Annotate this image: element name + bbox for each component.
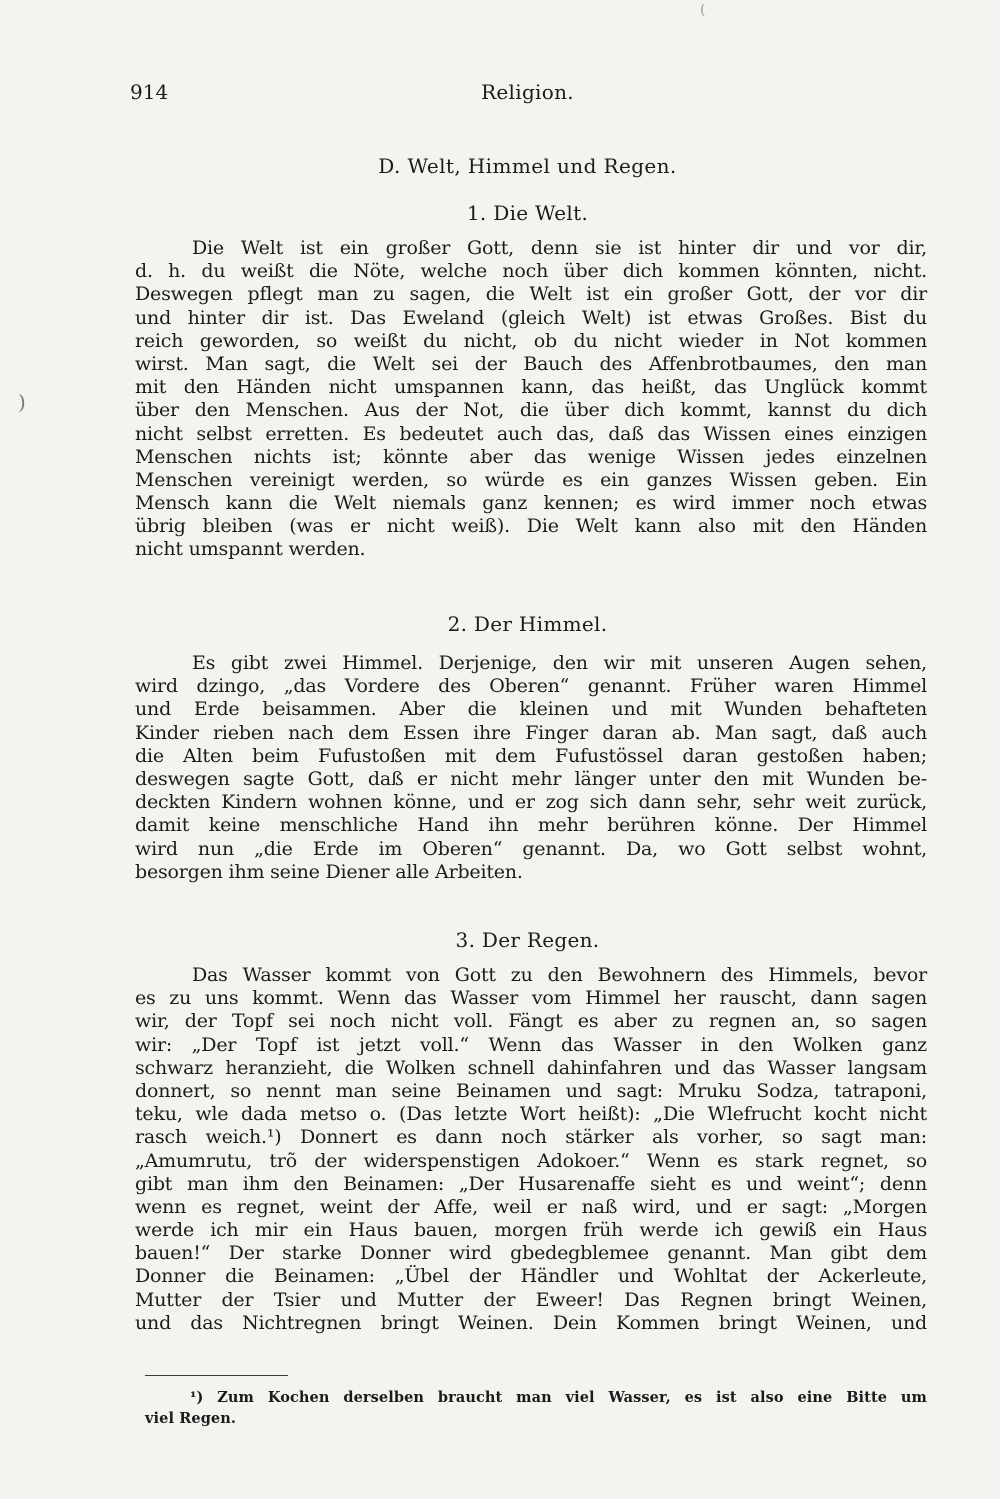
text-line: Es gibt zwei Himmel. Derjenige, den wir mit unseren Augen sehen, (192, 652, 927, 674)
footnote (145, 1387, 927, 1429)
page-number: 914 (130, 80, 169, 104)
margin-mark: ) (18, 390, 26, 414)
text-line: deckten Kindern wohnen könne, und er zog sich dann sehr, sehr weit zurück, (135, 791, 927, 814)
text-line: Deswegen pflegt man zu sagen, die Welt ist ein großer Gott, der vor dir (135, 283, 927, 306)
text-line: Das Wasser kommt von Gott zu den Bewohnern des Himmels, bevor (192, 964, 927, 986)
footnote-line: viel Regen. (145, 1410, 237, 1427)
text-line: wir, der Topf sei noch nicht voll. Fängt es aber zu regnen an, so sagen (135, 1010, 927, 1033)
text-line: Die Welt ist ein großer Gott, denn sie ist hinter dir und vor dir, (192, 237, 927, 259)
text-line: damit keine menschliche Hand ihn mehr berühren könne. Der Himmel (135, 814, 927, 837)
text-line: Donner die Beinamen: „Übel der Händler und Wohltat der Ackerleute, (135, 1265, 927, 1288)
text-line: und Erde beisammen. Aber die kleinen und mit Wunden behafteten (135, 698, 927, 721)
text-line: wird nun „die Erde im Oberen“ genannt. Da, wo Gott selbst wohnt, (135, 837, 927, 860)
text-line: mit den Händen nicht umspannen kann, das heißt, das Unglück kommt (135, 376, 927, 399)
text-line: es zu uns kommt. Wenn das Wasser vom Himmel her rauscht, dann sagen (135, 987, 927, 1010)
running-head (130, 80, 925, 110)
text-line: bauen!“ Der starke Donner wird gbedegblemee genannt. Man gibt dem (135, 1242, 927, 1265)
paragraph-world (135, 237, 927, 562)
text-line: übrig bleiben (was er nicht weiß). Die Welt kann also mit den Händen (135, 515, 927, 538)
text-line: wirst. Man sagt, die Welt sei der Bauch des Affenbrotbaumes, den man (135, 352, 927, 375)
text-line: schwarz heranzieht, die Wolken schnell dahinfahren und das Wasser langsam (135, 1056, 927, 1079)
text-line: Menschen vereinigt werden, so würde es ein ganzes Wissen geben. Ein (135, 468, 927, 491)
text-line: gibt man ihm den Beinamen: „Der Husarenaffe sieht es und weint“; denn (135, 1172, 927, 1195)
text-line: Mutter der Tsier und Mutter der Eweer! Das Regnen bringt Weinen, (135, 1288, 927, 1311)
text-line: deswegen sagte Gott, daß er nicht mehr länger unter den mit Wunden be- (135, 767, 927, 790)
text-line: werde ich mir ein Haus bauen, morgen früh werde ich gewiß ein Haus (135, 1219, 927, 1242)
text-line: d. h. du weißt die Nöte, welche noch über dich kommen könnten, nicht. (135, 260, 927, 283)
text-line: und hinter dir ist. Das Eweland (gleich Welt) ist etwas Großes. Bist du (135, 306, 927, 329)
subsection-heading-sky: 2. Der Himmel. (447, 612, 608, 636)
text-line: donnert, so nennt man seine Beinamen und sagt: Mruku Sodza, tatraponi, (135, 1079, 927, 1102)
text-line: wird dzingo, „das Vordere des Oberen“ genannt. Früher waren Himmel (135, 675, 927, 698)
text-line: teku, wle dada metso o. (Das letzte Wort heißt): „Die Wlefrucht kocht nicht (135, 1103, 927, 1126)
text-line: reich geworden, so weißt du nicht, ob du nicht wieder in Not kommen (135, 329, 927, 352)
running-title: Religion. (481, 80, 574, 104)
text-line: wenn es regnet, weint der Affe, weil er naß wird, und er sagt: „Morgen (135, 1195, 927, 1218)
text-line: Mensch kann die Welt niemals ganz kennen; es wird immer noch etwas (135, 492, 927, 515)
text-line: die Alten beim Fufustoßen mit dem Fufustössel daran gestoßen haben; (135, 744, 927, 767)
footnote-divider (145, 1375, 288, 1376)
subsection-heading-rain: 3. Der Regen. (455, 928, 600, 952)
text-line: über den Menschen. Aus der Not, die über dich kommt, kannst du dich (135, 399, 927, 422)
text-line: Kinder rieben nach dem Essen ihre Finger daran ab. Man sagt, daß auch (135, 721, 927, 744)
text-line: besorgen ihm seine Diener alle Arbeiten. (135, 860, 523, 883)
scan-mark: ( (700, 2, 706, 18)
text-line: rasch weich.¹) Donnert es dann noch stärker als vorher, so sagt man: (135, 1126, 927, 1149)
subsection-heading-world: 1. Die Welt. (466, 201, 589, 225)
text-line: und das Nichtregnen bringt Weinen. Dein Kommen bringt Weinen, und (135, 1311, 927, 1334)
text-line: nicht umspannt werden. (135, 538, 366, 561)
text-line: Menschen nichts ist; könnte aber das wenige Wissen jedes einzelnen (135, 445, 927, 468)
section-heading: D. Welt, Himmel und Regen. (378, 154, 677, 178)
text-line: „Amumrutu, trõ der widerspenstigen Adokoer.“ Wenn es stark regnet, so (135, 1149, 927, 1172)
paragraph-sky (135, 652, 927, 884)
footnote-line: ¹) Zum Kochen derselben braucht man viel Wasser, es ist also eine Bitte um (190, 1389, 927, 1406)
text-line: wir: „Der Topf ist jetzt voll.“ Wenn das Wasser in den Wolken ganz (135, 1033, 927, 1056)
paragraph-rain (135, 964, 927, 1335)
text-line: nicht selbst erretten. Es bedeutet auch das, daß das Wissen eines einzigen (135, 422, 927, 445)
